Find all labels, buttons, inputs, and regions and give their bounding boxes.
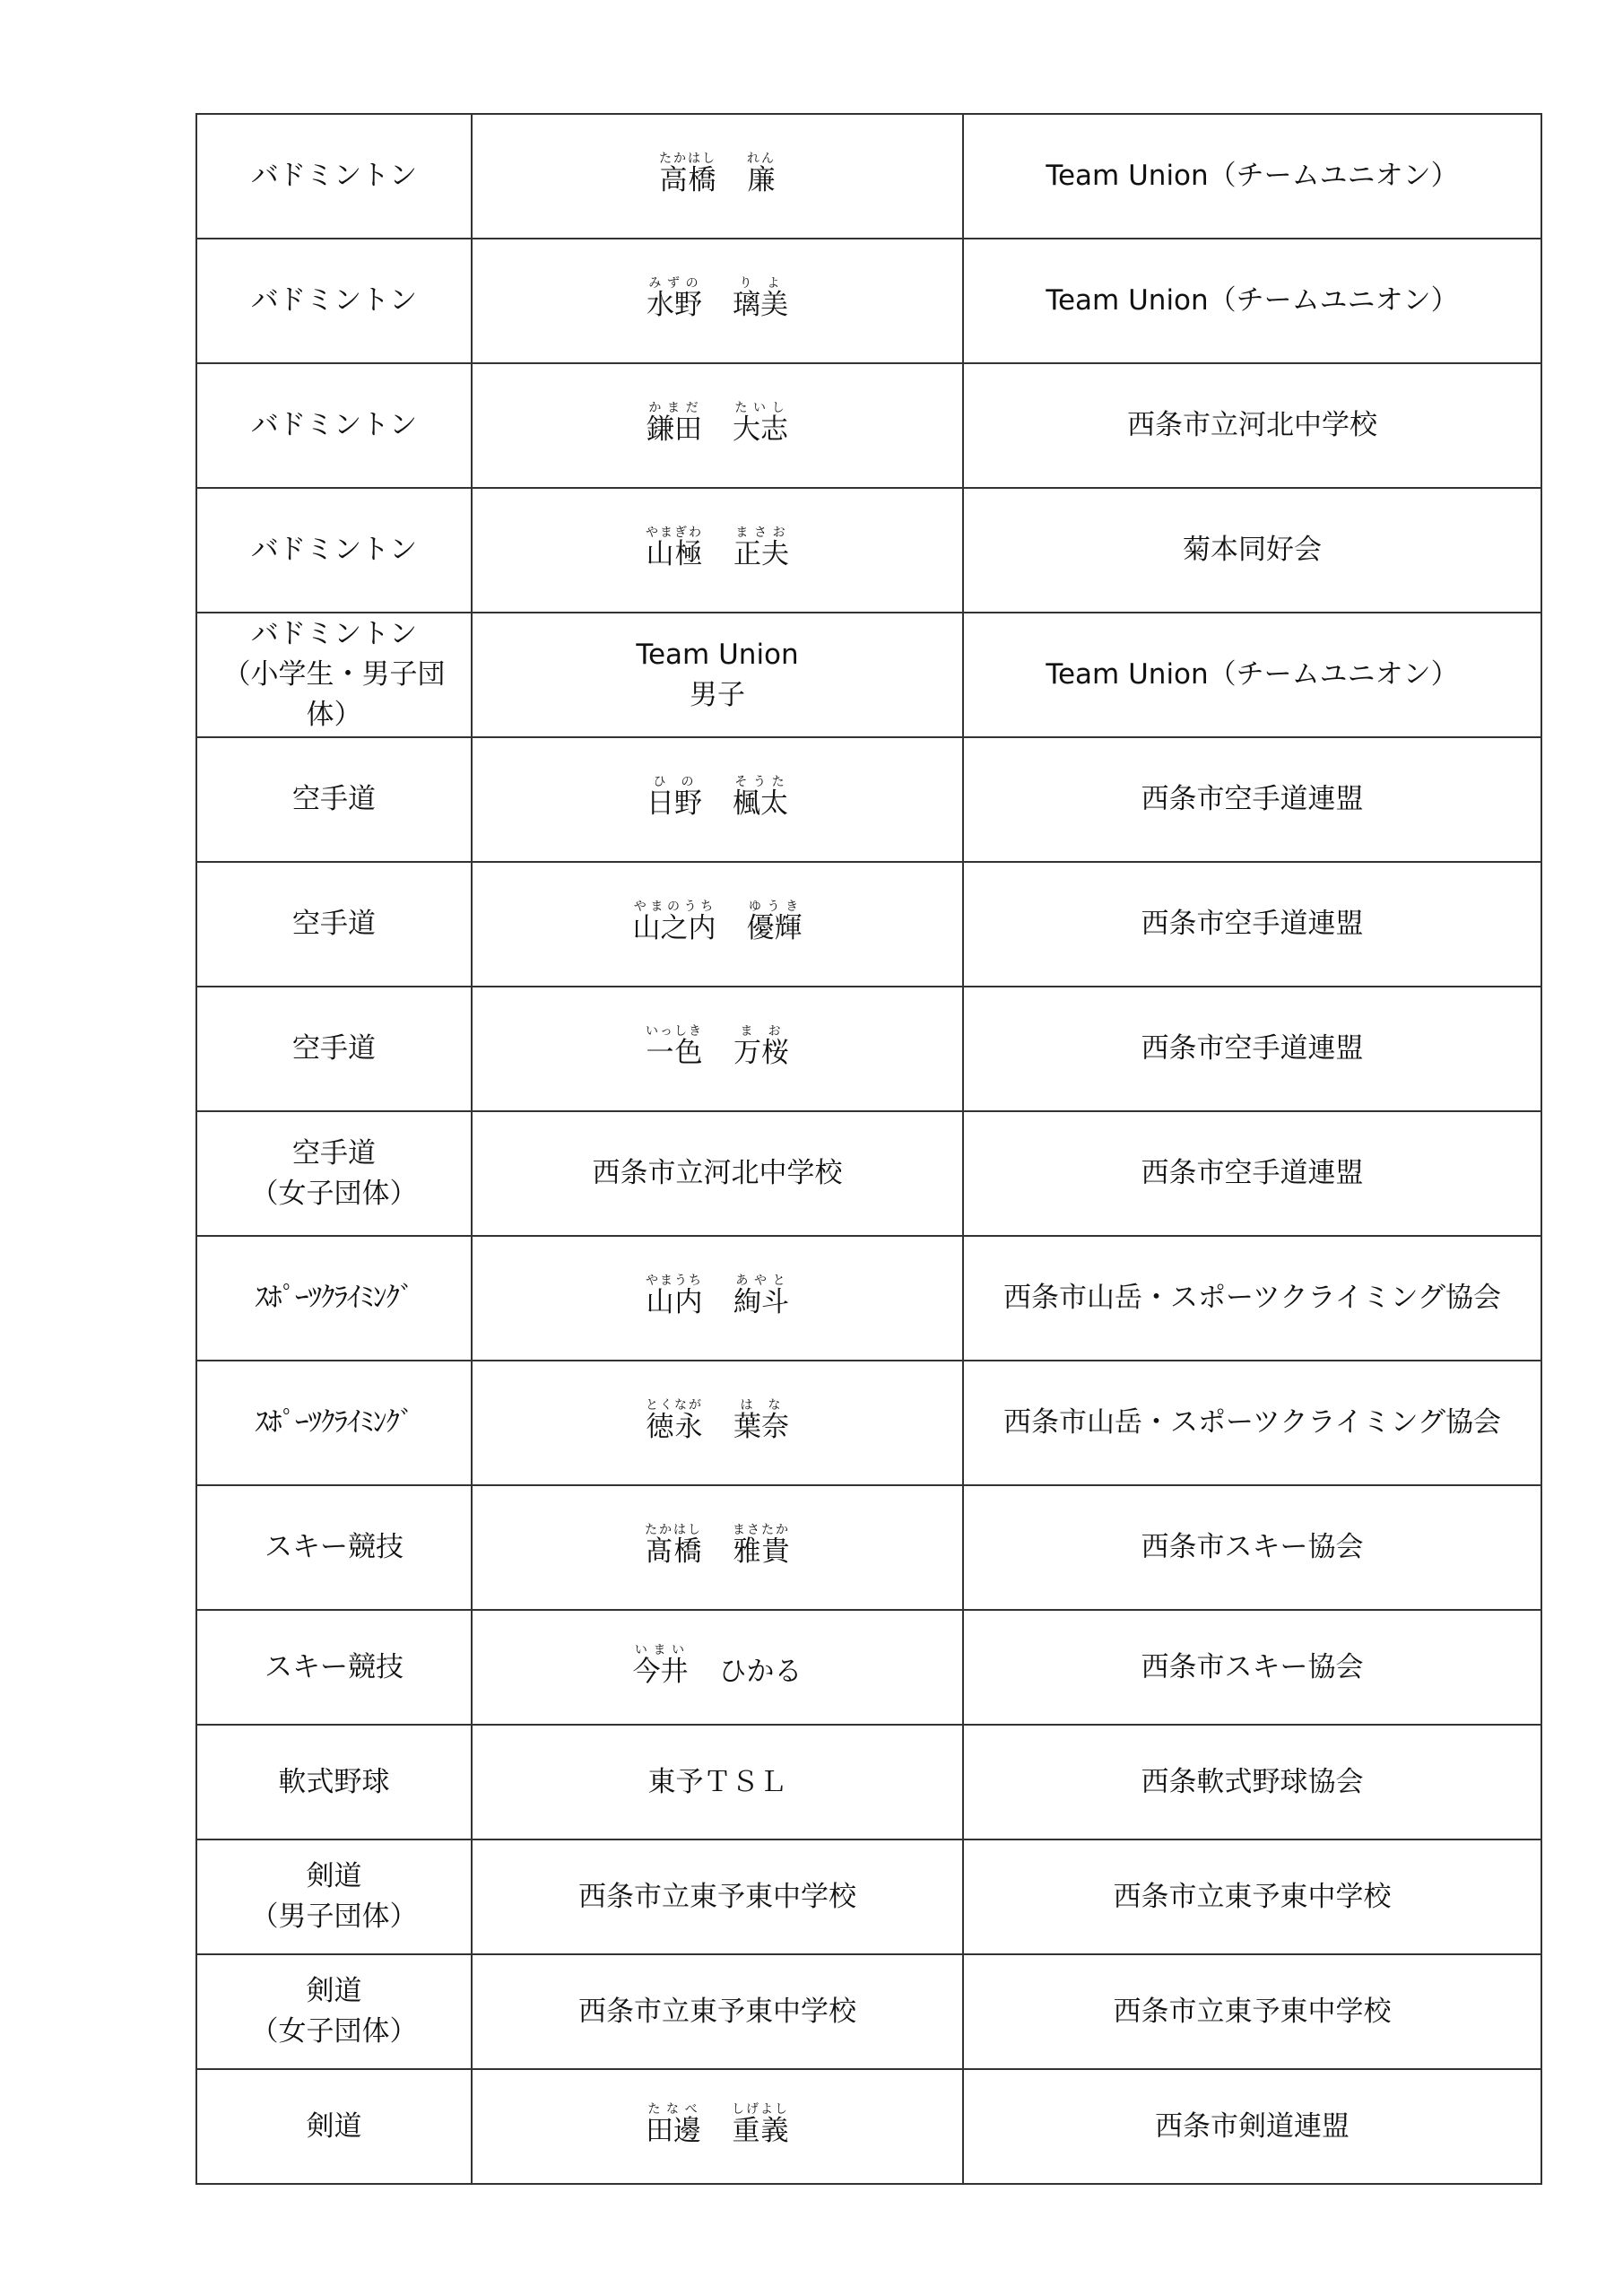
name-text: 重義 <box>732 2114 789 2147</box>
family-name <box>633 1643 689 1692</box>
furigana: みずの <box>647 276 702 291</box>
athlete-cell <box>472 737 963 862</box>
name-text: 山内 <box>646 1286 703 1319</box>
sport-name: 空手道 <box>292 1136 376 1170</box>
furigana: ひの <box>647 775 702 790</box>
athlete-cell <box>472 1236 963 1361</box>
given-name <box>747 900 803 949</box>
organization-cell: 西条市スキー協会 <box>963 1610 1541 1725</box>
family-name <box>647 775 702 824</box>
name-text: 万桜 <box>733 1037 789 1070</box>
athlete-name <box>633 1643 803 1692</box>
table-row <box>196 862 1541 987</box>
name-text: 日野 <box>647 787 702 821</box>
athlete-name <box>647 276 788 326</box>
name-text: 鎌田 <box>647 413 702 447</box>
table-row <box>196 363 1541 488</box>
name-ruby <box>733 401 788 447</box>
table-row <box>196 1610 1541 1725</box>
athlete-name <box>646 526 789 575</box>
name-text: 正夫 <box>733 538 789 571</box>
table-row <box>196 987 1541 1111</box>
team-name: 西条市立河北中学校 <box>592 1157 843 1190</box>
furigana: まさお <box>733 526 789 541</box>
family-name <box>646 1024 703 1074</box>
table-row <box>196 1954 1541 2069</box>
furigana: やまうち <box>646 1274 703 1289</box>
given-name <box>733 401 788 450</box>
organization-cell: 西条軟式野球協会 <box>963 1725 1541 1839</box>
athlete-name <box>647 775 788 824</box>
team-name: Team Union <box>636 638 799 671</box>
given-name <box>733 775 788 824</box>
name-ruby <box>732 2101 789 2147</box>
furigana: はな <box>733 1398 789 1413</box>
organization-cell: 西条市山岳・スポーツクライミング協会 <box>963 1236 1541 1361</box>
furigana: たいし <box>733 401 788 416</box>
furigana: そうた <box>733 775 788 790</box>
name-ruby <box>747 152 776 197</box>
name-text: 水野 <box>647 289 702 322</box>
athlete-cell <box>472 2069 963 2184</box>
furigana: まさたか <box>733 1523 790 1538</box>
sport-name: 剣道 <box>306 2109 362 2143</box>
athlete-cell <box>472 1485 963 1610</box>
family-name <box>645 1523 702 1572</box>
team-name: 西条市立東予東中学校 <box>578 1995 856 2028</box>
team-cell <box>472 1954 963 2069</box>
sport-cell <box>196 1610 472 1725</box>
name-text: 田邊 <box>646 2114 701 2147</box>
name-ruby <box>645 1523 702 1569</box>
athlete-name <box>633 900 803 949</box>
name-text: 今井 <box>632 1655 689 1688</box>
name-ruby <box>646 1024 703 1070</box>
name-text: 山極 <box>646 538 703 571</box>
family-name <box>646 2102 701 2152</box>
team-name: 東予ＴＳＬ <box>647 1765 787 1798</box>
name-ruby <box>733 775 788 821</box>
name-ruby <box>659 152 716 197</box>
sport-cell <box>196 1725 472 1839</box>
team-name: 男子 <box>690 678 745 711</box>
table-row <box>196 1361 1541 1485</box>
athlete-cell <box>472 114 963 239</box>
team-cell <box>472 1839 963 1954</box>
organization-cell: 西条市スキー協会 <box>963 1485 1541 1610</box>
furigana: れん <box>747 152 776 167</box>
sport-name: ｽﾎﾟｰﾂｸﾗｲﾐﾝｸﾞ <box>255 1282 413 1315</box>
sport-cell <box>196 987 472 1111</box>
furigana: まお <box>733 1024 789 1039</box>
table-row <box>196 2069 1541 2184</box>
given-name <box>733 1274 789 1323</box>
furigana: ゆうき <box>746 900 803 915</box>
sport-cell <box>196 363 472 488</box>
name-ruby <box>733 1024 789 1070</box>
table-row <box>196 737 1541 862</box>
family-name <box>647 276 702 326</box>
name-text: 廉 <box>747 164 776 197</box>
furigana: とくなが <box>646 1398 703 1413</box>
sport-name: バドミントン <box>250 409 418 442</box>
name-text: 髙橋 <box>645 1535 702 1569</box>
given-name <box>733 526 789 575</box>
sport-cell <box>196 613 472 737</box>
furigana: やまぎわ <box>646 526 703 541</box>
sport-name: ｽﾎﾟｰﾂｸﾗｲﾐﾝｸﾞ <box>255 1406 413 1439</box>
sport-cell <box>196 114 472 239</box>
furigana: やまのうち <box>632 900 716 915</box>
athlete-name <box>645 1523 790 1572</box>
sport-cell <box>196 1361 472 1485</box>
athlete-cell <box>472 987 963 1111</box>
name-text: 絢斗 <box>733 1286 789 1319</box>
organization-cell: 西条市立東予東中学校 <box>963 1954 1541 2069</box>
sport-name: 空手道 <box>292 1032 376 1065</box>
name-ruby <box>646 526 703 571</box>
athlete-name <box>659 152 776 201</box>
name-ruby <box>733 1523 790 1569</box>
family-name <box>646 526 703 575</box>
table-row <box>196 1725 1541 1839</box>
name-ruby <box>646 1274 703 1319</box>
furigana: りよ <box>733 276 788 291</box>
sport-name: 空手道 <box>292 783 376 816</box>
athlete-cell <box>472 1361 963 1485</box>
sport-cell <box>196 1111 472 1236</box>
name-ruby <box>647 775 702 821</box>
sport-name: 剣道 <box>306 1860 362 1893</box>
athlete-cell <box>472 363 963 488</box>
family-name <box>646 1398 703 1448</box>
sport-cell <box>196 488 472 613</box>
sport-cell <box>196 1839 472 1954</box>
sport-name: バドミントン <box>250 618 418 651</box>
sport-cell <box>196 2069 472 2184</box>
athlete-cell <box>472 488 963 613</box>
furigana: かまだ <box>647 401 702 416</box>
organization-cell: 西条市立東予東中学校 <box>963 1839 1541 1954</box>
organization-cell: 西条市空手道連盟 <box>963 987 1541 1111</box>
sport-cell <box>196 239 472 363</box>
name-text: 葉奈 <box>733 1411 789 1444</box>
athlete-cell <box>472 1610 963 1725</box>
table-row <box>196 613 1541 737</box>
team-cell <box>472 613 963 737</box>
furigana: たかはし <box>645 1523 702 1538</box>
table-row <box>196 1839 1541 1954</box>
given-name <box>732 2102 789 2152</box>
organization-cell: 西条市空手道連盟 <box>963 1111 1541 1236</box>
organization-cell: 西条市剣道連盟 <box>963 2069 1541 2184</box>
name-ruby <box>647 276 702 322</box>
sport-cell <box>196 862 472 987</box>
given-name <box>733 1024 789 1074</box>
sport-name: バドミントン <box>250 534 418 567</box>
sport-cell <box>196 1954 472 2069</box>
given-name <box>733 1523 790 1572</box>
organization-cell: 西条市立河北中学校 <box>963 363 1541 488</box>
team-cell <box>472 1111 963 1236</box>
athlete-name <box>646 1398 789 1448</box>
name-text: 山之内 <box>632 912 716 945</box>
organization-cell: Team Union（チームユニオン） <box>963 239 1541 363</box>
name-text: 雅貴 <box>733 1535 790 1569</box>
name-ruby <box>746 900 803 945</box>
given-name <box>733 276 788 326</box>
table-row <box>196 1236 1541 1361</box>
name-text: 一色 <box>646 1037 703 1070</box>
name-ruby <box>632 1642 689 1688</box>
furigana: いまい <box>632 1642 689 1657</box>
name-text: ひかる <box>718 1655 803 1688</box>
sport-cell <box>196 1236 472 1361</box>
sport-cell <box>196 1485 472 1610</box>
organization-cell: 西条市空手道連盟 <box>963 862 1541 987</box>
sport-cell <box>196 737 472 862</box>
table-row <box>196 1111 1541 1236</box>
sport-name: スキー競技 <box>265 1531 404 1564</box>
name-ruby <box>646 2101 701 2147</box>
furigana: たなべ <box>646 2101 701 2117</box>
organization-cell: 西条市空手道連盟 <box>963 737 1541 862</box>
table-row <box>196 239 1541 363</box>
organization-cell: Team Union（チームユニオン） <box>963 613 1541 737</box>
athlete-cell <box>472 239 963 363</box>
roster-body <box>196 114 1541 2184</box>
name-text: 徳永 <box>646 1411 703 1444</box>
organization-cell: Team Union（チームユニオン） <box>963 114 1541 239</box>
sport-category: （小学生・男子団体） <box>222 658 446 731</box>
sport-category: （女子団体） <box>250 2015 418 2048</box>
sport-category: （女子団体） <box>250 1177 418 1210</box>
organization-cell: 西条市山岳・スポーツクライミング協会 <box>963 1361 1541 1485</box>
sport-name: 剣道 <box>306 1975 362 2008</box>
name-ruby <box>647 401 702 447</box>
name-text: 優輝 <box>746 912 803 945</box>
name-ruby <box>733 1398 789 1444</box>
name-text: 高橋 <box>659 164 716 197</box>
sport-name: 軟式野球 <box>278 1765 390 1798</box>
family-name <box>633 900 716 949</box>
table-row <box>196 488 1541 613</box>
name-text: 楓太 <box>733 787 788 821</box>
family-name <box>647 401 702 450</box>
athlete-name <box>646 2102 789 2152</box>
sport-name: バドミントン <box>250 160 418 193</box>
name-ruby <box>646 1398 703 1444</box>
sport-name: スキー競技 <box>265 1650 404 1683</box>
athlete-name <box>646 1024 789 1074</box>
furigana: しげよし <box>732 2101 789 2117</box>
organization-cell: 菊本同好会 <box>963 488 1541 613</box>
table-row <box>196 1485 1541 1610</box>
name-text: 璃美 <box>733 289 788 322</box>
sport-category: （男子団体） <box>250 1900 418 1933</box>
name-ruby <box>719 1656 803 1688</box>
table-row <box>196 114 1541 239</box>
award-roster-table <box>195 113 1542 2185</box>
name-text: 大志 <box>733 413 788 447</box>
sport-name: 空手道 <box>292 908 376 941</box>
given-name <box>747 152 776 201</box>
athlete-name <box>647 401 788 450</box>
team-name: 西条市立東予東中学校 <box>578 1880 856 1913</box>
furigana: あやと <box>733 1274 789 1289</box>
sport-name: バドミントン <box>250 284 418 317</box>
furigana: たかはし <box>659 152 716 167</box>
athlete-name <box>646 1274 789 1323</box>
name-ruby <box>632 900 716 945</box>
name-ruby <box>733 1274 789 1319</box>
name-ruby <box>733 276 788 322</box>
athlete-cell <box>472 862 963 987</box>
name-ruby <box>733 526 789 571</box>
team-cell <box>472 1725 963 1839</box>
family-name <box>646 1274 703 1323</box>
family-name <box>659 152 716 201</box>
given-name <box>733 1398 789 1448</box>
given-name <box>719 1652 803 1692</box>
furigana: いっしき <box>646 1024 703 1039</box>
